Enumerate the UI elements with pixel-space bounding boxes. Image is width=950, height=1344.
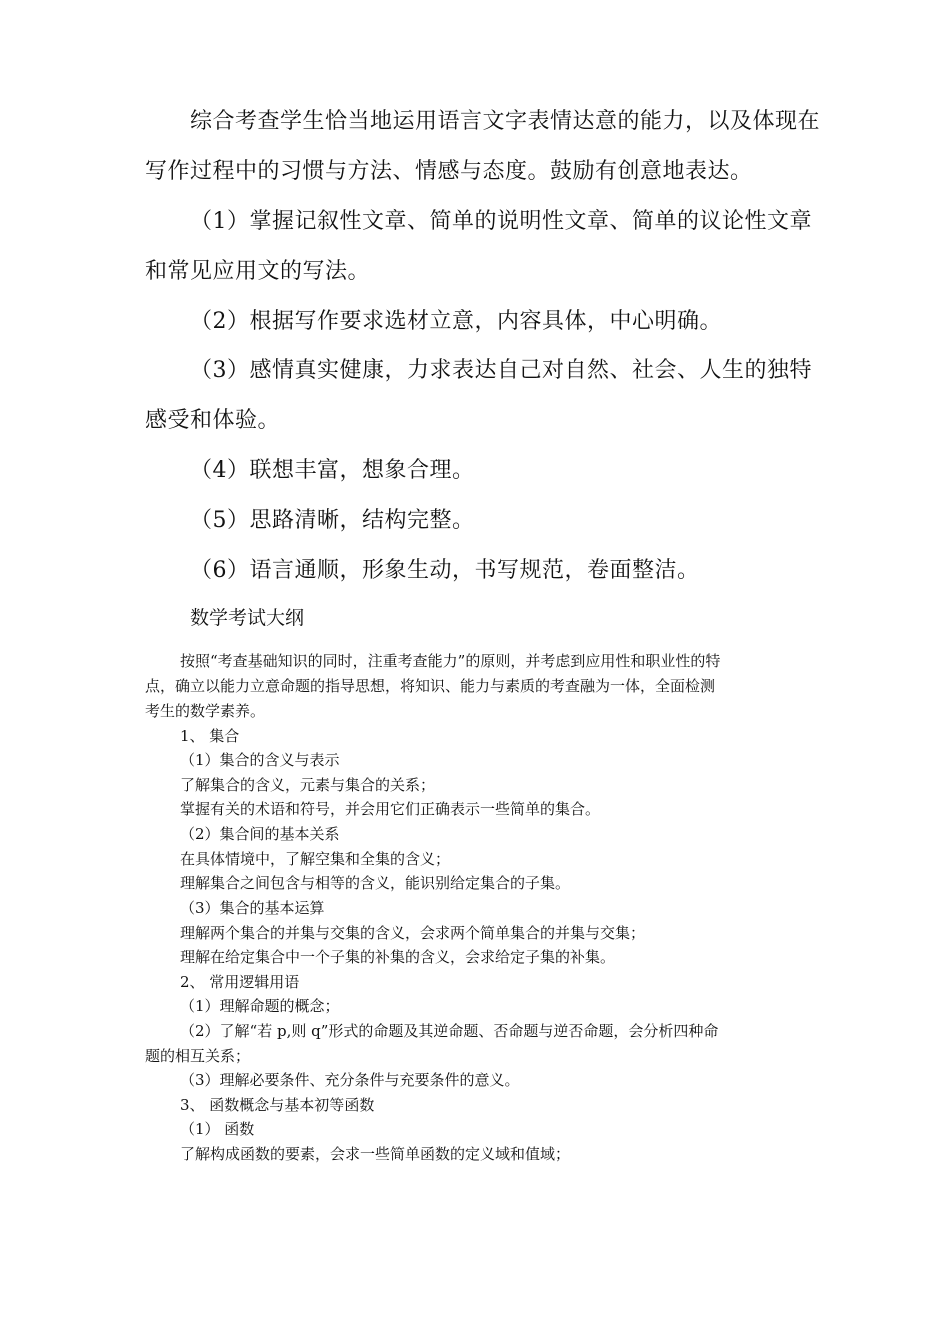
math-section-2-title: 2、 常用逻辑用语 [180, 973, 300, 991]
math-section-1-3-a: 理解两个集合的并集与交集的含义，会求两个简单集合的并集与交集； [180, 924, 646, 942]
math-section-2-2-line-1: （2）了解“若 p,则 q”形式的命题及其逆命题、否命题与逆否命题，会分析四种命 [180, 1022, 719, 1040]
writing-intro-line-1: 综合考查学生恰当地运用语言文字表情达意的能力，以及体现在 [190, 109, 821, 134]
math-intro-line-3: 考生的数学素养。 [145, 702, 266, 720]
math-section-2-2-line-2: 题的相互关系； [145, 1047, 251, 1065]
math-section-1-2-a: 在具体情境中，了解空集和全集的含义； [180, 850, 451, 868]
math-section-2-3: （3）理解必要条件、充分条件与充要条件的意义。 [180, 1071, 520, 1089]
writing-item-1-line-1: （1）掌握记叙性文章、简单的说明性文章、简单的议论性文章 [190, 209, 812, 234]
writing-item-5: （5）思路清晰，结构完整。 [190, 508, 475, 533]
math-section-title: 数学考试大纲 [190, 607, 305, 629]
math-section-3-1-title: （1） 函数 [180, 1120, 255, 1138]
math-section-1-title: 1、 集合 [180, 727, 240, 745]
math-section-1-3-b: 理解在给定集合中一个子集的补集的含义，会求给定子集的补集。 [180, 948, 616, 966]
math-section-1-3-title: （3）集合的基本运算 [180, 899, 325, 917]
writing-intro-line-2: 写作过程中的习惯与方法、情感与态度。鼓励有创意地表达。 [145, 159, 753, 184]
writing-item-1-line-2: 和常见应用文的写法。 [145, 259, 371, 284]
writing-item-3-line-2: 感受和体验。 [145, 408, 281, 433]
math-section-1-1-b: 掌握有关的术语和符号，并会用它们正确表示一些简单的集合。 [180, 800, 601, 818]
math-section-3-1-a: 了解构成函数的要素，会求一些简单函数的定义域和值域； [180, 1145, 571, 1163]
writing-item-2: （2）根据写作要求选材立意，内容具体，中心明确。 [190, 309, 722, 334]
writing-item-6: （6）语言通顺，形象生动，书写规范，卷面整洁。 [190, 558, 700, 583]
math-section-1-2-title: （2）集合间的基本关系 [180, 825, 340, 843]
math-section-1-1-a: 了解集合的含义，元素与集合的关系； [180, 776, 436, 794]
writing-item-4: （4）联想丰富，想象合理。 [190, 458, 475, 483]
math-section-3-title: 3、 函数概念与基本初等函数 [180, 1096, 375, 1114]
math-section-2-1: （1）理解命题的概念； [180, 997, 340, 1015]
writing-item-3-line-1: （3）感情真实健康，力求表达自己对自然、社会、人生的独特 [190, 358, 812, 383]
math-intro-line-2: 点，确立以能力立意命题的指导思想，将知识、能力与素质的考查融为一体，全面检测 [145, 677, 716, 695]
math-intro-line-1: 按照“考查基础知识的同时，注重考查能力”的原则，并考虑到应用性和职业性的特 [180, 652, 721, 670]
math-section-1-1-title: （1）集合的含义与表示 [180, 751, 340, 769]
math-section-1-2-b: 理解集合之间包含与相等的含义，能识别给定集合的子集。 [180, 874, 571, 892]
